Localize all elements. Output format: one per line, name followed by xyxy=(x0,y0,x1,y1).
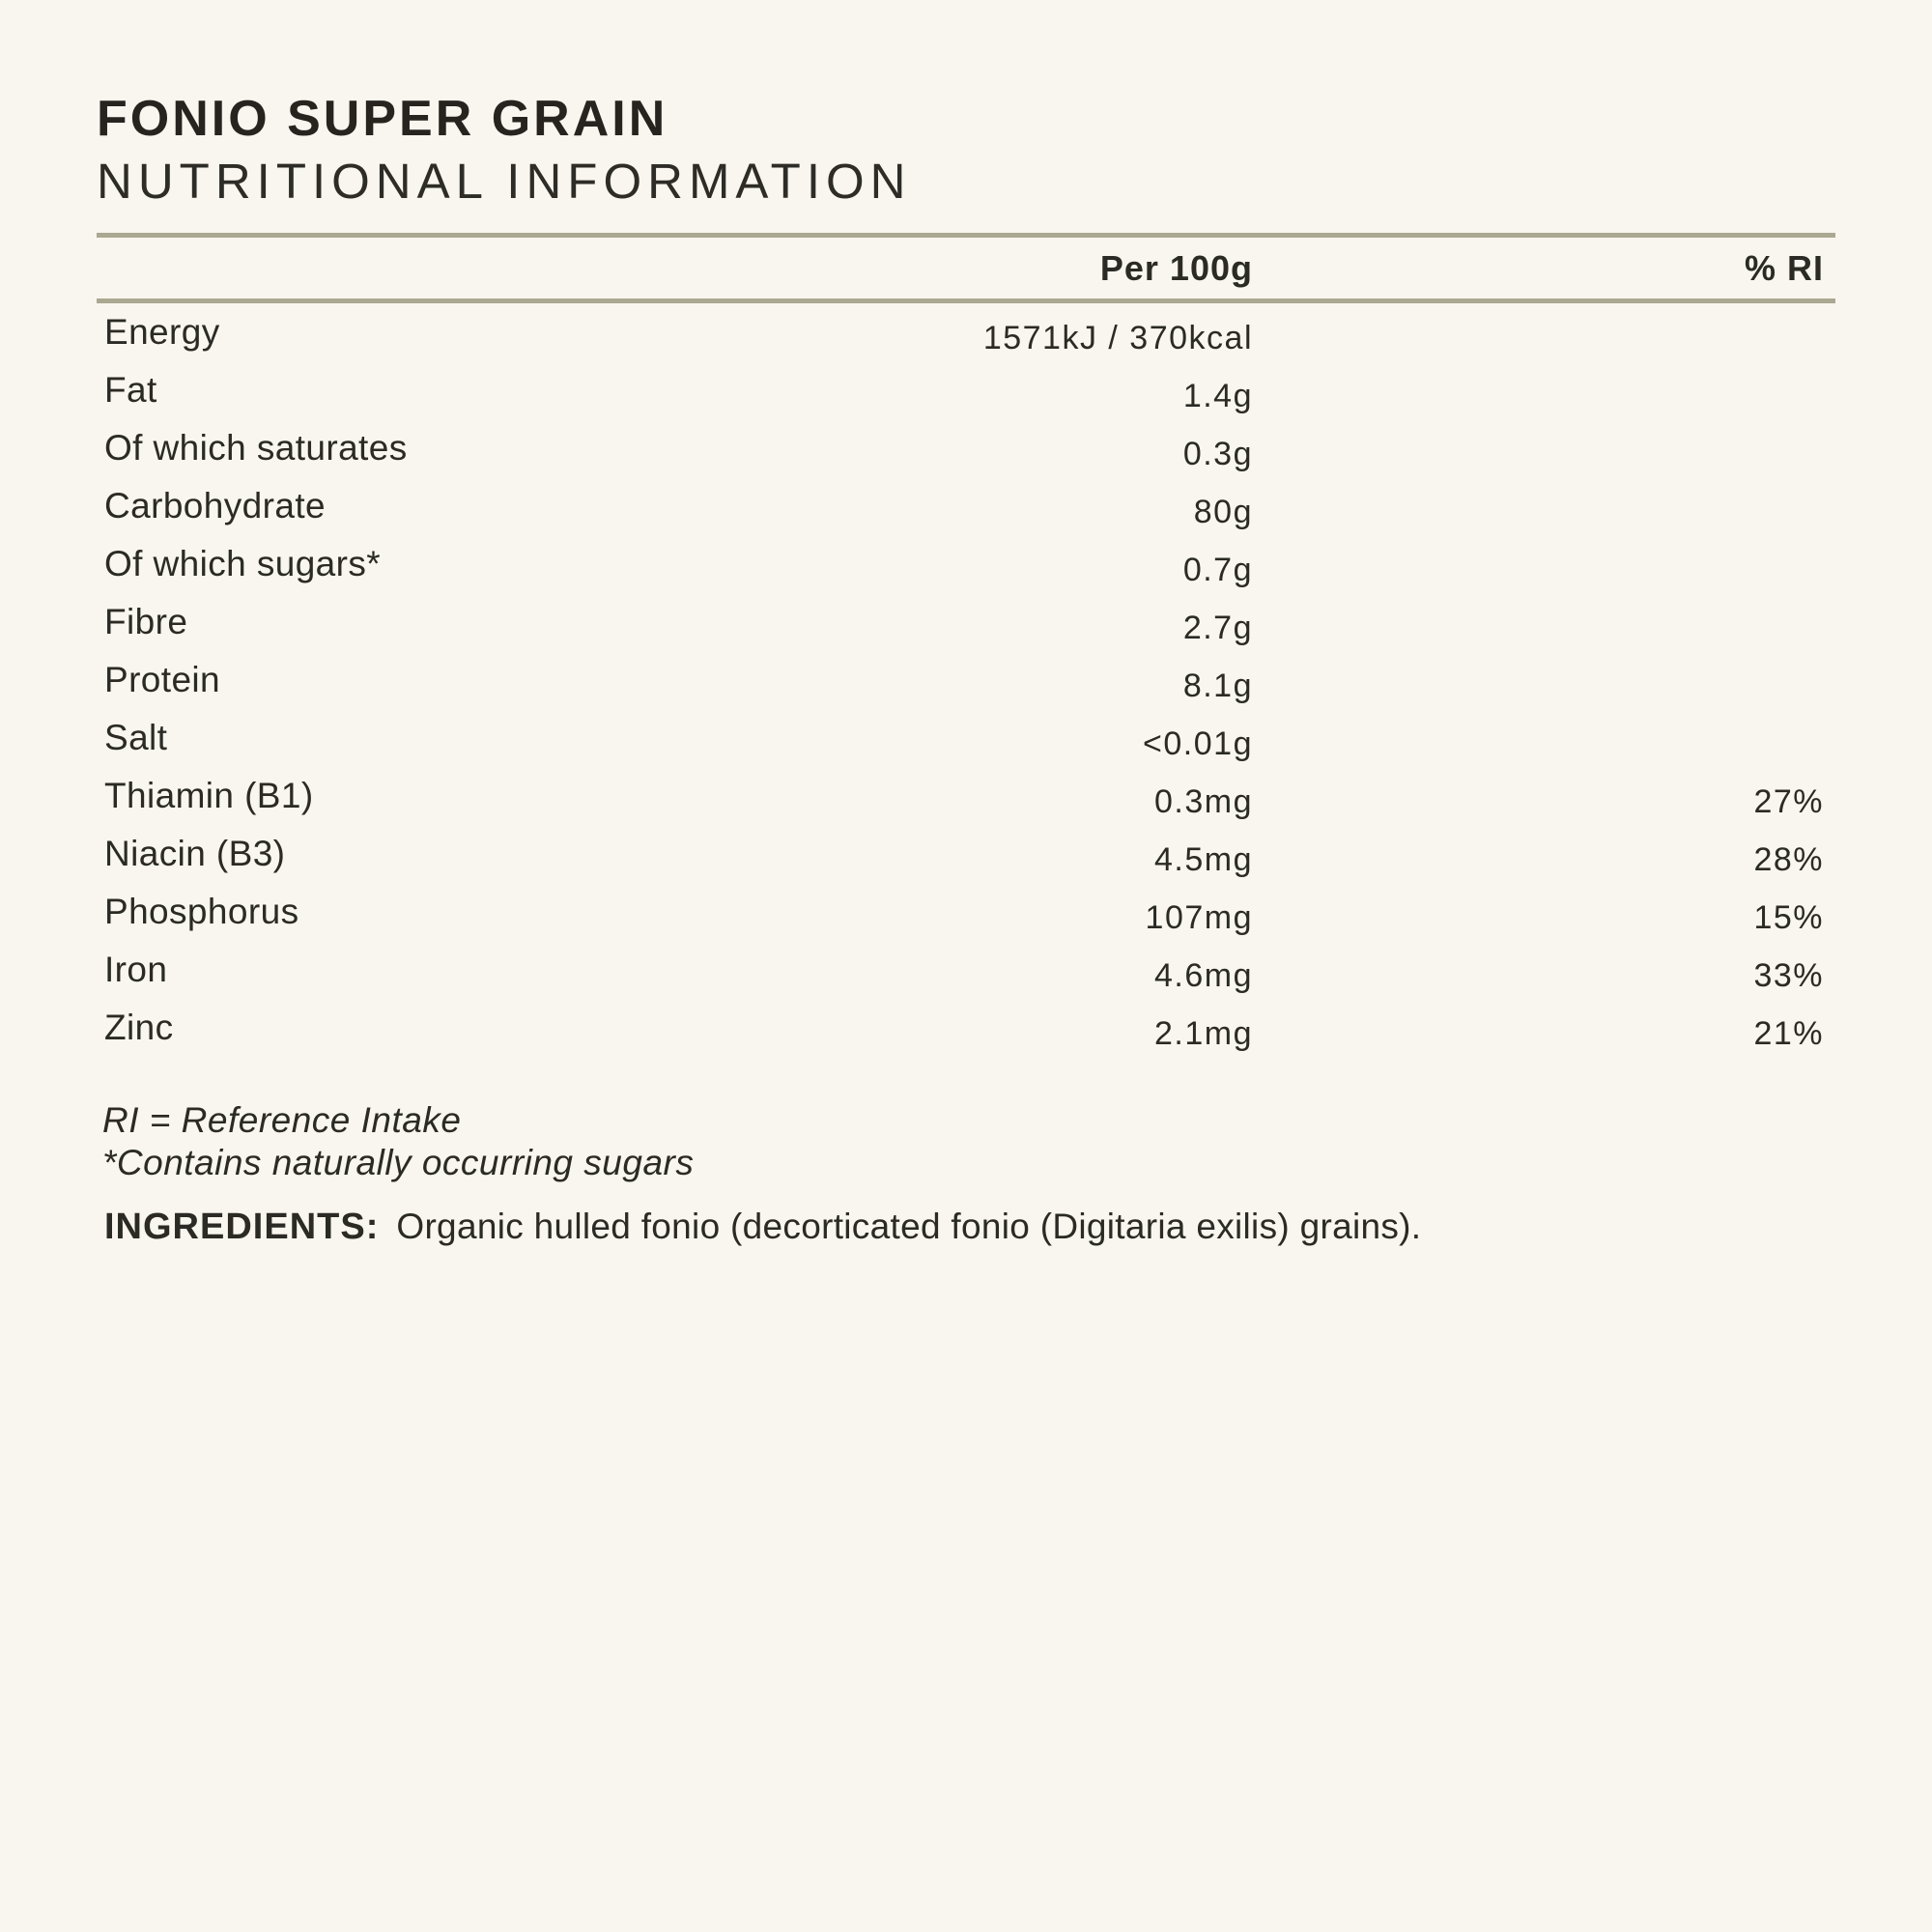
nutrition-table-body xyxy=(97,303,1835,1057)
nutrient-label: Iron xyxy=(104,950,168,989)
ingredients-text: Organic hulled fonio (decorticated fonio (Digitaria exilis) grains). xyxy=(396,1207,1422,1246)
ingredients-label: INGREDIENTS: xyxy=(104,1207,380,1247)
nutrient-value-ri: 33% xyxy=(1753,956,1824,994)
table-row-thiamin xyxy=(97,767,1835,825)
table-header-row xyxy=(97,238,1835,298)
table-row-saturates xyxy=(97,419,1835,477)
column-header-ri: % RI xyxy=(1744,247,1824,288)
nutrient-label: Of which saturates xyxy=(104,428,408,468)
column-header-per100g: Per 100g xyxy=(1099,247,1253,288)
product-title: FONIO SUPER GRAIN xyxy=(97,91,668,147)
nutrient-value-per100g: 1571kJ / 370kcal xyxy=(982,319,1253,356)
ingredients-line xyxy=(97,1206,1835,1248)
nutrient-value-per100g: 2.1mg xyxy=(1154,1014,1253,1052)
table-row-sugars xyxy=(97,535,1835,593)
nutrient-label: Of which sugars* xyxy=(104,544,382,583)
nutrient-value-per100g: 0.3g xyxy=(1182,435,1253,472)
nutrient-label: Thiamin (B1) xyxy=(104,776,314,815)
nutrient-value-per100g: 4.5mg xyxy=(1154,840,1253,878)
table-row-fibre xyxy=(97,593,1835,651)
table-row-energy xyxy=(97,303,1835,361)
nutrient-value-ri: 15% xyxy=(1753,898,1824,936)
nutrient-label: Phosphorus xyxy=(104,892,299,931)
table-row-salt xyxy=(97,709,1835,767)
table-row-fat xyxy=(97,361,1835,419)
nutrient-value-ri: 21% xyxy=(1753,1014,1824,1052)
nutrient-label: Energy xyxy=(104,312,220,352)
nutrient-value-per100g: <0.01g xyxy=(1143,724,1253,762)
nutrient-value-per100g: 80g xyxy=(1193,493,1253,530)
nutrient-value-per100g: 1.4g xyxy=(1182,377,1253,414)
table-row-iron xyxy=(97,941,1835,999)
nutrient-label: Niacin (B3) xyxy=(104,834,286,873)
nutrient-value-per100g: 0.3mg xyxy=(1154,782,1253,820)
table-row-niacin xyxy=(97,825,1835,883)
nutrient-value-ri: 28% xyxy=(1753,840,1824,878)
table-row-phosphorus xyxy=(97,883,1835,941)
nutrient-label: Zinc xyxy=(104,1008,174,1047)
nutrient-value-per100g: 107mg xyxy=(1145,898,1253,936)
nutrient-value-per100g: 8.1g xyxy=(1182,667,1253,704)
nutrient-label: Fat xyxy=(104,370,157,410)
footnote-natural-sugars: *Contains naturally occurring sugars xyxy=(102,1143,695,1182)
table-row-protein xyxy=(97,651,1835,709)
label-content xyxy=(97,0,1835,1248)
nutrient-value-per100g: 4.6mg xyxy=(1154,956,1253,994)
nutrient-label: Fibre xyxy=(104,602,188,641)
nutrient-value-ri: 27% xyxy=(1753,782,1824,820)
nutrient-value-per100g: 0.7g xyxy=(1182,551,1253,588)
nutrient-label: Carbohydrate xyxy=(104,486,326,526)
panel-subtitle: NUTRITIONAL INFORMATION xyxy=(97,154,912,209)
nutrient-value-per100g: 2.7g xyxy=(1182,609,1253,646)
footnotes-block xyxy=(97,1099,1835,1184)
footnote-reference-intake: RI = Reference Intake xyxy=(102,1100,462,1140)
table-row-zinc xyxy=(97,999,1835,1057)
table-row-carbohydrate xyxy=(97,477,1835,535)
nutrient-label: Protein xyxy=(104,660,221,699)
nutrient-label: Salt xyxy=(104,718,168,757)
